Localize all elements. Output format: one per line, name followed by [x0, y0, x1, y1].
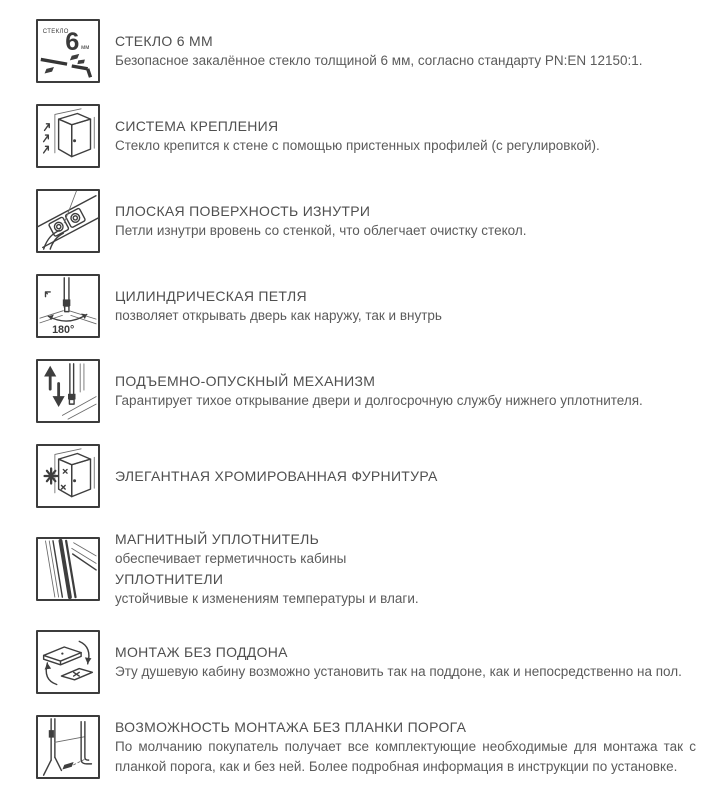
feature-row [36, 444, 696, 508]
feature-text [115, 116, 696, 156]
feature-row [36, 274, 696, 338]
feature-description: Гарантирует тихое открывание двери и долгосрочную службу нижнего уплотнителя. [115, 393, 643, 408]
feature-title: ЦИЛИНДРИЧЕСКАЯ ПЕТЛЯ [115, 288, 307, 304]
no-threshold-strip-icon [36, 715, 100, 779]
lift-lower-mechanism-icon [36, 359, 100, 423]
feature-text [115, 466, 696, 486]
feature-description: По молчанию покупатель получает все комплектующие необходимые для монтажа так с планкой порога, как и без ней. Более подробная информация в инструкции по установке. [115, 739, 696, 774]
feature-text [115, 201, 696, 241]
feature-description: Безопасное закалённое стекло толщиной 6 мм, согласно стандарту PN:EN 12150:1. [115, 53, 643, 68]
feature-row [36, 104, 696, 168]
svg-text:180°: 180° [52, 324, 75, 336]
feature-title: МОНТАЖ БЕЗ ПОДДОНА [115, 644, 288, 660]
svg-text:СТЕКЛО: СТЕКЛО [42, 29, 69, 36]
magnetic-seal-icon [36, 537, 100, 601]
feature-text [115, 529, 696, 609]
feature-title: СТЕКЛО 6 ММ [115, 33, 213, 49]
chrome-hardware-icon [36, 444, 100, 508]
feature-title: ПОДЪЕМНО-ОПУСКНЫЙ МЕХАНИЗМ [115, 373, 376, 389]
feature-title: СИСТЕМА КРЕПЛЕНИЯ [115, 118, 279, 134]
feature-row [36, 189, 696, 253]
no-tray-install-icon [36, 630, 100, 694]
mounting-system-icon [36, 104, 100, 168]
flat-inner-surface-icon [36, 189, 100, 253]
feature-description: позволяет открывать дверь как наружу, так и внутрь [115, 308, 442, 323]
feature-row [36, 715, 696, 779]
svg-text:мм: мм [81, 45, 90, 52]
feature-description: устойчивые к изменениям температуры и влаги. [115, 591, 419, 606]
feature-title: ЭЛЕГАНТНАЯ ХРОМИРОВАННАЯ ФУРНИТУРА [115, 468, 438, 484]
feature-title: МАГНИТНЫЙ УПЛОТНИТЕЛЬ [115, 531, 320, 547]
svg-text:6: 6 [65, 28, 80, 57]
feature-text [115, 31, 696, 71]
cylindrical-hinge-icon [36, 274, 100, 338]
feature-description: Стекло крепится к стене с помощью пристенных профилей (с регулировкой). [115, 138, 600, 153]
feature-title: ПЛОСКАЯ ПОВЕРХНОСТЬ ИЗНУТРИ [115, 203, 371, 219]
feature-text [115, 642, 696, 682]
feature-text [115, 717, 696, 777]
feature-description: Эту душевую кабину возможно установить так на поддоне, как и непосредственно на пол. [115, 664, 682, 679]
glass-6mm-icon [36, 19, 100, 83]
feature-text [115, 371, 696, 411]
feature-row [36, 529, 696, 609]
feature-text [115, 286, 696, 326]
feature-description: Петли изнутри вровень со стенкой, что облегчает очистку стекол. [115, 223, 527, 238]
feature-row [36, 630, 696, 694]
feature-title: УПЛОТНИТЕЛИ [115, 571, 224, 587]
feature-row [36, 359, 696, 423]
feature-description: обеспечивает герметичность кабины [115, 551, 347, 566]
feature-row [36, 19, 696, 83]
feature-title: ВОЗМОЖНОСТЬ МОНТАЖА БЕЗ ПЛАНКИ ПОРОГА [115, 719, 467, 735]
